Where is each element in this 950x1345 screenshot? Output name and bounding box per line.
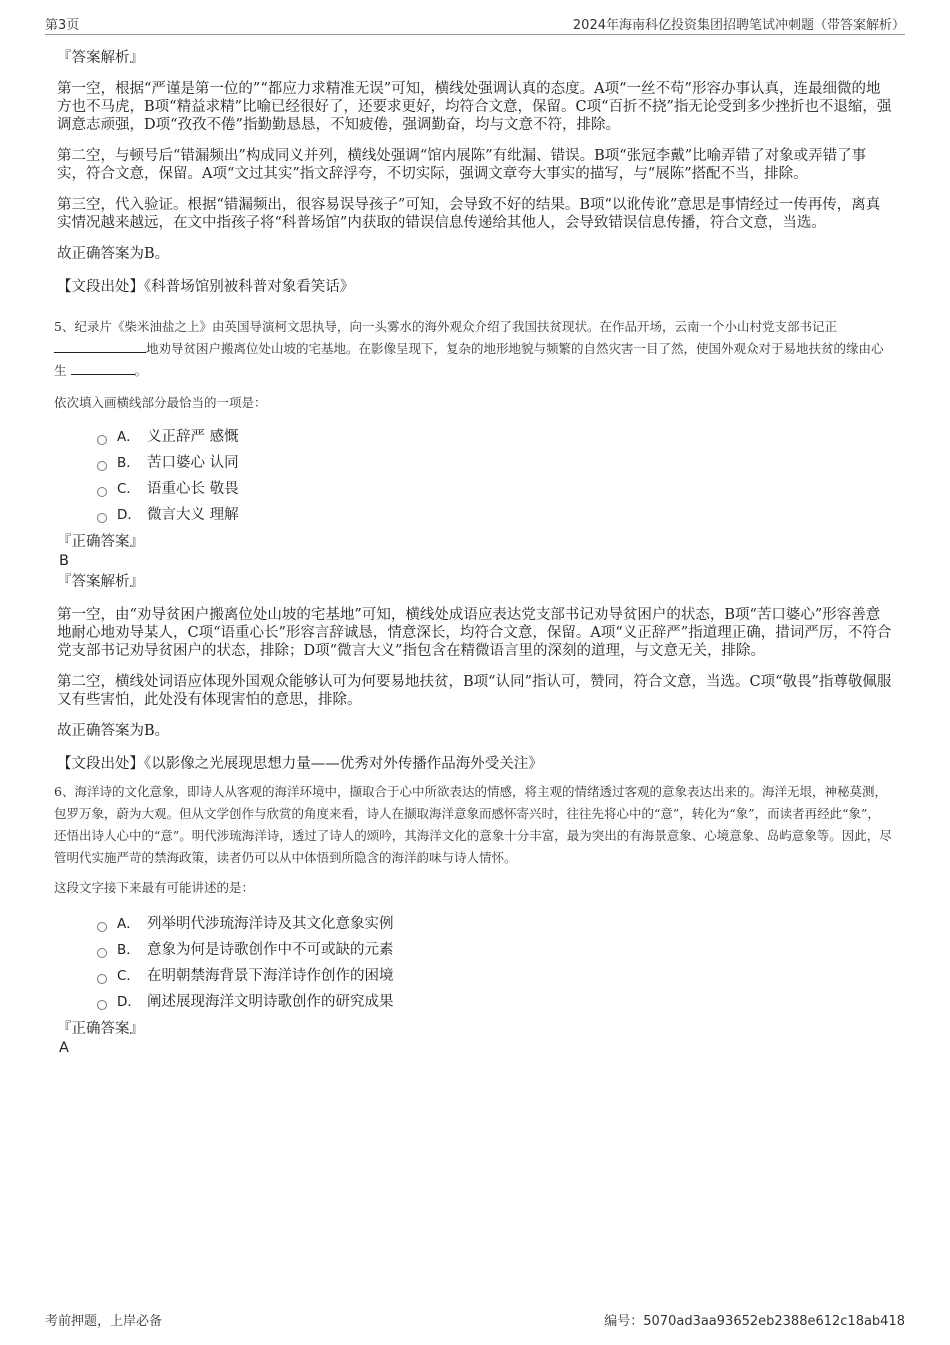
question-6	[54, 781, 892, 1057]
correct-answer: B	[59, 553, 69, 569]
q4-analysis-section	[57, 48, 892, 296]
correct-answer: A	[59, 1040, 69, 1056]
question-stem: 6、海洋诗的文化意象，即诗人从客观的海洋环境中，撷取合于心中所欲表达的情感，将主观的情绪透过客观的意象表达出来的。海洋无垠，神秘莫测，包罗万象，蔚为大观。但从文学创作与欣赏的角度来看，诗人在撷取海洋意象而感怀寄兴时，往往先将心中的“意”，转化为“象”，而读者再经此“象”，还悟出诗人心中的“意”。明代涉琉海洋诗，透过了诗人的颂吟，其海洋文化的意象十分丰富，最为突出的有海景意象、心境意象、岛屿意象等。因此，尽管明代实施严苛的禁海政策，读者仍可以从中体悟到所隐含的海洋韵味与诗人情怀。	[54, 784, 892, 865]
answer-conclusion: 故正确答案为B。	[57, 723, 170, 739]
analysis-paragraph: 第二空，与顿号后“错漏频出”构成同义并列，横线处强调“馆内展陈”有纰漏、错误。B项“张冠李戴”比喻弄错了对象或弄错了事实，符合文意，保留。A项“文过其实”指文辞浮夸，不切实际，强调文章夸大事实的描写，与“展陈”搭配不当，排除。	[57, 148, 867, 182]
footer-slogan: 考前押题，上岸必备	[45, 1314, 163, 1329]
analysis-paragraph: 第二空，横线处词语应体现外国观众能够认可为何要易地扶贫，B项“认同”指认可，赞同，符合文意，当选。C项“敬畏”指尊敬佩服又有些害怕，此处没有体现害怕的意思，排除。	[57, 674, 892, 708]
question-5	[54, 316, 892, 773]
option-a[interactable]: A． 列举明代涉琉海洋诗及其文化意象实例	[97, 911, 892, 937]
analysis-paragraph: 第一空，由“劝导贫困户搬离位处山坡的宅基地”可知，横线处成语应表达党支部书记劝导贫困户的状态，B项“苦口婆心”形容善意地耐心地劝导某人，C项“语重心长”形容言辞诚恳，情意深长，均符合文意，保留。A项“义正辞严”指道理正确，措词严厉，不符合党支部书记劝导贫困户的状态，排除；D项“微言大义”指包含在精微语言里的深刻的道理，与文意无关，排除。	[57, 607, 892, 659]
option-a[interactable]: A． 义正辞严 感慨	[97, 424, 892, 450]
radio-icon[interactable]	[97, 513, 107, 523]
option-c[interactable]: C． 在明朝禁海背景下海洋诗作创作的困境	[97, 963, 892, 989]
source-citation: 【文段出处】《以影像之光展现思想力量——优秀对外传播作品海外受关注》	[57, 756, 543, 772]
correct-answer-label: 『正确答案』	[57, 534, 144, 550]
radio-icon[interactable]	[97, 1000, 107, 1010]
option-d[interactable]: D． 阐述展现海洋文明诗歌创作的研究成果	[97, 989, 892, 1015]
page-number: 第3页	[45, 18, 80, 33]
radio-icon[interactable]	[97, 922, 107, 932]
page-header	[45, 14, 905, 35]
question-prompt: 依次填入画横线部分最恰当的一项是：	[54, 395, 267, 410]
option-b[interactable]: B． 意象为何是诗歌创作中不可或缺的元素	[97, 937, 892, 963]
correct-answer-label: 『正确答案』	[57, 1021, 144, 1037]
options-list	[57, 911, 892, 1015]
radio-icon[interactable]	[97, 948, 107, 958]
radio-icon[interactable]	[97, 461, 107, 471]
document-title: 2024年海南科亿投资集团招聘笔试冲刺题（带答案解析）	[572, 18, 905, 33]
options-list	[57, 424, 892, 528]
question-prompt: 这段文字接下来最有可能讲述的是：	[54, 880, 255, 895]
analysis-label: 『答案解析』	[57, 50, 144, 66]
option-c[interactable]: C． 语重心长 敬畏	[97, 476, 892, 502]
answer-blank	[71, 360, 135, 375]
analysis-label: 『答案解析』	[57, 574, 144, 590]
analysis-paragraph: 第一空，根据“严谨是第一位的”“都应力求精准无误”可知，横线处强调认真的态度。A项“一丝不苟”形容办事认真，连最细微的地方也不马虎，B项“精益求精”比喻已经很好了，还要求更好，均符合文意，保留。C项“百折不挠”指无论受到多少挫折也不退缩，强调意志顽强，D项“孜孜不倦”指勤勤恳恳，不知疲倦，强调勤奋，均与文意不符，排除。	[57, 81, 892, 133]
radio-icon[interactable]	[97, 974, 107, 984]
analysis-paragraph: 第三空，代入验证。根据“错漏频出，很容易误导孩子”可知，会导致不好的结果。B项“以讹传讹”意思是事情经过一传再传，离真实情况越来越远，在文中指孩子将“科普场馆”内获取的错误信息传递给其他人，会导致错误信息传播，符合文意，当选。	[57, 197, 881, 231]
answer-conclusion: 故正确答案为B。	[57, 246, 170, 262]
answer-blank	[54, 338, 146, 353]
document-serial: 编号：5070ad3aa93652eb2388e612c18ab418	[604, 1314, 905, 1329]
question-stem: 5、纪录片《柴米油盐之上》由英国导演柯文思执导，向一头雾水的海外观众介绍了我国扶贫现状。在作品开场，云南一个小山村党支部书记正 地劝导贫困户搬离位处山坡的宅基地。在影像呈现下，复杂的地形地貌与频繁的自然灾害一目了然，使国外观众对于易地扶贫的缘由心生 。	[54, 319, 884, 378]
radio-icon[interactable]	[97, 435, 107, 445]
page-content	[54, 48, 892, 1057]
option-d[interactable]: D． 微言大义 理解	[97, 502, 892, 528]
radio-icon[interactable]	[97, 487, 107, 497]
source-citation: 【文段出处】《科普场馆别被科普对象看笑话》	[57, 279, 355, 295]
option-b[interactable]: B． 苦口婆心 认同	[97, 450, 892, 476]
